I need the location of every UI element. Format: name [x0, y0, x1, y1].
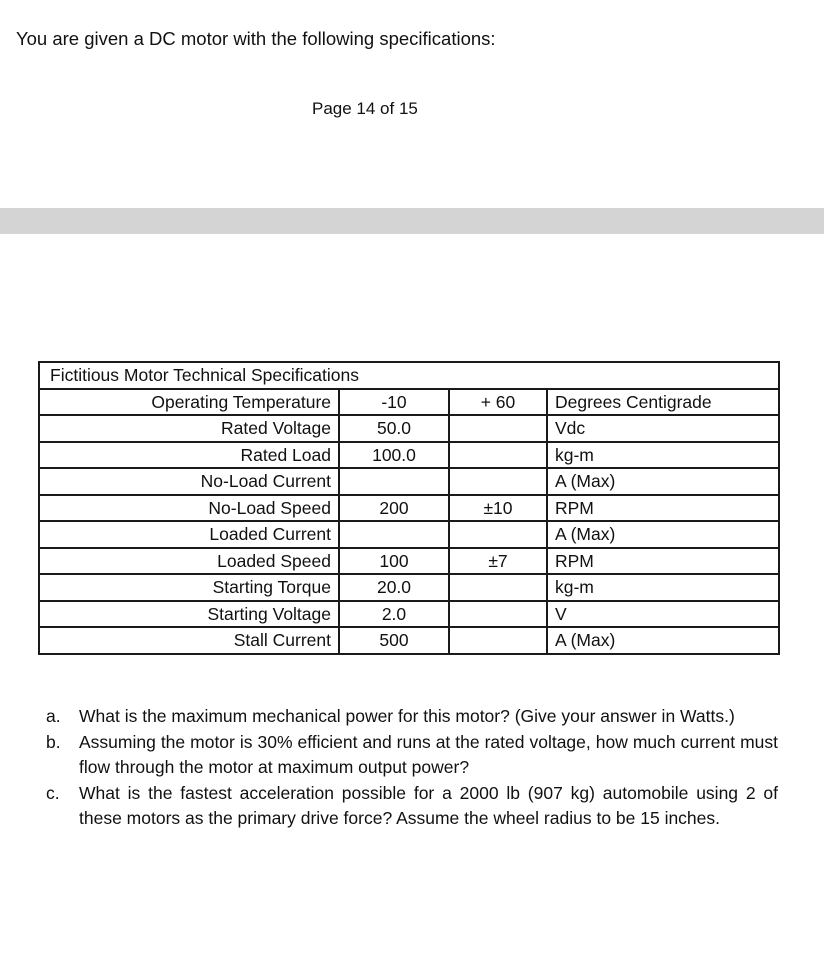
- spec-tolerance: [449, 601, 547, 628]
- spec-tolerance: [449, 521, 547, 548]
- table-row: [39, 601, 779, 628]
- question-item: [46, 730, 778, 780]
- question-marker: a.: [46, 706, 61, 726]
- spec-name: Loaded Speed: [39, 548, 339, 575]
- question-item: [46, 704, 778, 729]
- table-row: [39, 627, 779, 654]
- spec-value: 100: [339, 548, 449, 575]
- spec-unit: A (Max): [547, 627, 779, 654]
- page-indicator: Page 14 of 15: [312, 99, 418, 118]
- spec-unit: RPM: [547, 495, 779, 522]
- spec-value: [339, 521, 449, 548]
- spec-unit: RPM: [547, 548, 779, 575]
- question-list: [46, 704, 778, 832]
- spec-tolerance: [449, 627, 547, 654]
- spec-value: 2.0: [339, 601, 449, 628]
- intro-text: You are given a DC motor with the following specifications:: [16, 28, 496, 49]
- spec-unit: kg-m: [547, 574, 779, 601]
- spec-unit: kg-m: [547, 442, 779, 469]
- spec-unit: V: [547, 601, 779, 628]
- table-row: [39, 389, 779, 416]
- spec-value: 100.0: [339, 442, 449, 469]
- spec-value: -10: [339, 389, 449, 416]
- table-row: [39, 442, 779, 469]
- spec-tolerance: [449, 415, 547, 442]
- spec-name: No-Load Speed: [39, 495, 339, 522]
- spec-tolerance: [449, 468, 547, 495]
- spec-value: 500: [339, 627, 449, 654]
- spec-name: Loaded Current: [39, 521, 339, 548]
- page-separator-band: [0, 208, 824, 234]
- table-title: Fictitious Motor Technical Specifications: [39, 362, 779, 389]
- table-row: [39, 495, 779, 522]
- question-marker: b.: [46, 732, 61, 752]
- spec-tolerance: + 60: [449, 389, 547, 416]
- table-row: [39, 574, 779, 601]
- spec-name: Operating Temperature: [39, 389, 339, 416]
- question-text: Assuming the motor is 30% efficient and runs at the rated voltage, how much current must flow through the motor at maximum output power?: [79, 732, 778, 777]
- spec-value: [339, 468, 449, 495]
- question-item: [46, 781, 778, 831]
- table-row: [39, 415, 779, 442]
- spec-name: Rated Load: [39, 442, 339, 469]
- spec-value: 50.0: [339, 415, 449, 442]
- question-text: What is the maximum mechanical power for this motor? (Give your answer in Watts.): [79, 706, 735, 726]
- spec-unit: A (Max): [547, 521, 779, 548]
- spec-name: Rated Voltage: [39, 415, 339, 442]
- spec-unit: Degrees Centigrade: [547, 389, 779, 416]
- spec-unit: Vdc: [547, 415, 779, 442]
- spec-value: 20.0: [339, 574, 449, 601]
- spec-name: Stall Current: [39, 627, 339, 654]
- spec-tolerance: ±7: [449, 548, 547, 575]
- spec-name: Starting Torque: [39, 574, 339, 601]
- spec-value: 200: [339, 495, 449, 522]
- table-title-row: [39, 362, 779, 389]
- spec-name: Starting Voltage: [39, 601, 339, 628]
- table-row: [39, 521, 779, 548]
- spec-tolerance: [449, 574, 547, 601]
- question-text: What is the fastest acceleration possible for a 2000 lb (907 kg) automobile using 2 of these motors as the primary drive force? Assume the wheel radius to be 15 inches.: [79, 783, 778, 828]
- spec-tolerance: [449, 442, 547, 469]
- table-row: [39, 548, 779, 575]
- motor-spec-table: [38, 361, 780, 655]
- table-row: [39, 468, 779, 495]
- question-marker: c.: [46, 783, 60, 803]
- spec-name: No-Load Current: [39, 468, 339, 495]
- spec-unit: A (Max): [547, 468, 779, 495]
- spec-tolerance: ±10: [449, 495, 547, 522]
